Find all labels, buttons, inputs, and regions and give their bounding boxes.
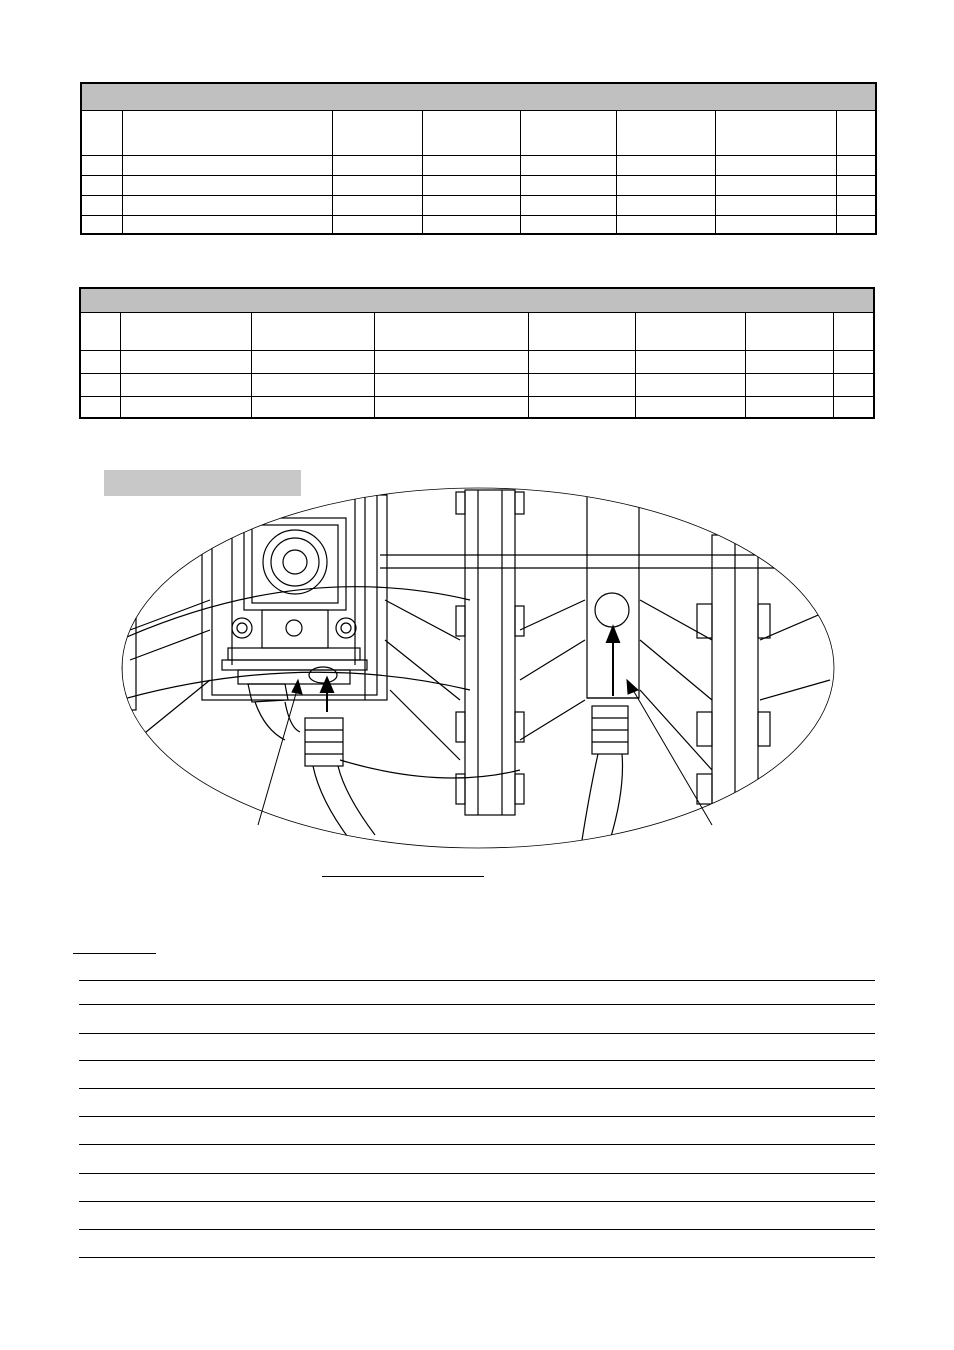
note-line bbox=[79, 1033, 875, 1034]
note-line bbox=[79, 1229, 875, 1230]
table-1-title bbox=[81, 83, 876, 110]
table-1-header-cell bbox=[616, 110, 715, 155]
table-row bbox=[80, 350, 874, 373]
table-2-header-cell bbox=[120, 312, 251, 350]
table-row bbox=[80, 396, 874, 418]
table-2-header-cell bbox=[80, 312, 120, 350]
table-1-header-cell bbox=[715, 110, 836, 155]
table-2-header-cell bbox=[374, 312, 528, 350]
note-line bbox=[79, 1173, 875, 1174]
figure-caption bbox=[322, 876, 484, 877]
table-1-header-row bbox=[81, 110, 876, 155]
table-1-header-cell bbox=[332, 110, 422, 155]
table-2 bbox=[79, 287, 875, 419]
note-line bbox=[79, 1088, 875, 1089]
technical-drawing bbox=[110, 480, 840, 880]
table-row bbox=[81, 155, 876, 175]
table-row bbox=[81, 215, 876, 234]
table-2-header-cell bbox=[635, 312, 745, 350]
note-line bbox=[79, 1060, 875, 1061]
note-line bbox=[79, 1116, 875, 1117]
note-line bbox=[79, 1257, 875, 1258]
table-row bbox=[81, 175, 876, 195]
table-1-header-cell bbox=[122, 110, 332, 155]
table-2-title bbox=[80, 288, 874, 312]
note-line bbox=[79, 1201, 875, 1202]
table-2-header-cell bbox=[251, 312, 374, 350]
note-line bbox=[79, 1004, 875, 1005]
table-1 bbox=[80, 82, 877, 235]
note-line bbox=[79, 980, 875, 981]
table-2-header-row bbox=[80, 312, 874, 350]
table-1-header-cell bbox=[836, 110, 876, 155]
table-1-header-cell bbox=[81, 110, 122, 155]
note-line bbox=[79, 1144, 875, 1145]
table-row bbox=[81, 195, 876, 215]
table-1-header-cell bbox=[422, 110, 520, 155]
table-2-header-cell bbox=[745, 312, 833, 350]
table-2-header-cell bbox=[833, 312, 874, 350]
notes-heading bbox=[73, 953, 156, 954]
table-row bbox=[80, 373, 874, 396]
table-2-header-cell bbox=[528, 312, 635, 350]
table-1-header-cell bbox=[520, 110, 616, 155]
